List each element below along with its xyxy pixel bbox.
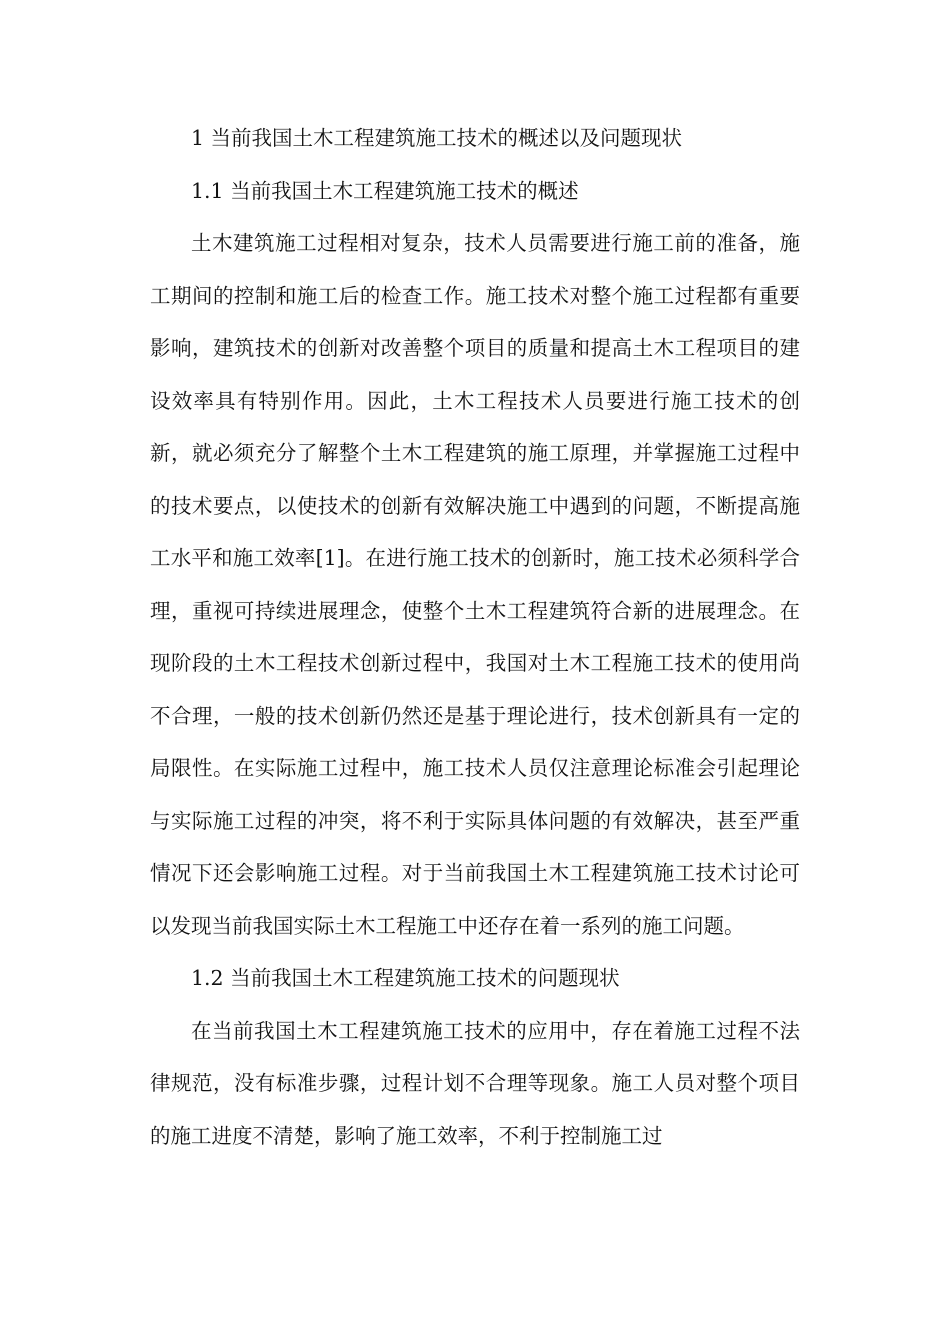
section-title: 1 当前我国土木工程建筑施工技术的概述以及问题现状 [191, 126, 683, 150]
subsection-title-1-1: 1.1 当前我国土木工程建筑施工技术的概述 [191, 178, 579, 203]
subsection-title-1-2: 1.2 当前我国土木工程建筑施工技术的问题现状 [191, 966, 620, 990]
document-content [150, 112, 800, 1162]
paragraph-1-1: 土木建筑施工过程相对复杂，技术人员需要进行施工前的准备，施工期间的控制和施工后的检查工作。施工技术对整个施工过程都有重要影响，建筑技术的创新对改善整个项目的质量和提高土木工程项目的建设效率具有特别作用。因此，土木工程技术人员要进行施工技术的创新，就必须充分了解整个土木工程建筑的施工原理，并掌握施工过程中的技术要点，以使技术的创新有效解决施工中遇到的问题，不断提高施工水平和施工效率[1]。在进行施工技术的创新时，施工技术必须科学合理，重视可持续进展理念，使整个土木工程建筑符合新的进展理念。在现阶段的土木工程技术创新过程中，我国对土木工程施工技术的使用尚不合理，一般的技术创新仍然还是基于理论进行，技术创新具有一定的局限性。在实际施工过程中，施工技术人员仅注意理论标准会引起理论与实际施工过程的冲突，将不利于实际具体问题的有效解决，甚至严重情况下还会影响施工过程。对于当前我国土木工程建筑施工技术讨论可以发现当前我国实际土木工程施工中还存在着一系列的施工问题。 [150, 231, 800, 938]
paragraph-1-2: 在当前我国土木工程建筑施工技术的应用中，存在着施工过程不法律规范，没有标准步骤，过程计划不合理等现象。施工人员对整个项目的施工进度不清楚，影响了施工效率，不利于控制施工过 [150, 1018, 800, 1148]
